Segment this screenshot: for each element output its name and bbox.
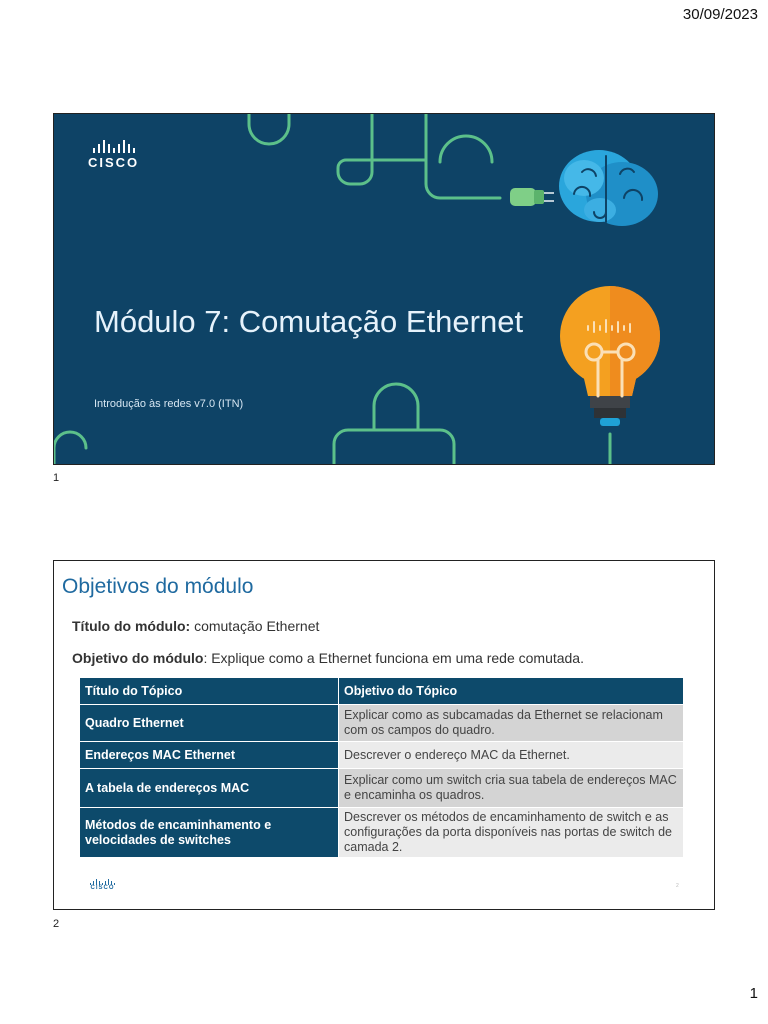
circuit-decoration [54,114,714,464]
topic-cell: Endereços MAC Ethernet [80,742,339,769]
table-row [80,808,684,858]
slide-footer-number: 2 [676,883,679,889]
goal-cell: Descrever o endereço MAC da Ethernet. [339,742,684,769]
slide-title: Módulo 7: Comutação Ethernet [94,304,524,339]
column-header: Título do Tópico [80,678,339,705]
slide-number: 1 [53,472,60,484]
table-row [80,705,684,742]
table-row [80,742,684,769]
module-goal-value: : Explique como a Ethernet funciona em uma rede comutada. [203,650,584,666]
lightbulb-icon [560,286,660,426]
slide-number: 2 [53,918,60,930]
slide-heading: Objetivos do módulo [62,575,254,598]
table-header-row [80,678,684,705]
plug-icon [510,188,554,206]
goal-cell: Explicar como um switch cria sua tabela de endereços MAC e encaminha os quadros. [339,769,684,808]
module-title-value: comutação Ethernet [190,618,320,634]
topic-cell: Quadro Ethernet [80,705,339,742]
module-title-label: Título do módulo: [72,618,191,634]
print-date: 30/09/2023 [682,6,758,23]
goal-cell: Descrever os métodos de encaminhamento de switch e as configurações da porta disponíveis nas portas de switch de camada 2. [339,808,684,858]
page-number: 1 [749,985,758,1002]
cisco-wordmark: CISCO [88,155,140,170]
cisco-logo-small [90,879,115,891]
cisco-bars-icon [88,140,139,153]
slide-subtitle: Introdução às redes v7.0 (ITN) [94,398,244,410]
topic-cell: A tabela de endereços MAC [80,769,339,808]
module-goal-label: Objetivo do módulo [72,650,204,666]
column-header: Objetivo do Tópico [339,678,684,705]
topic-cell: Métodos de encaminhamento e velocidades de switches [80,808,339,858]
topics-table [79,677,684,858]
brain-icon [559,150,658,226]
cisco-logo [88,140,139,170]
module-title-line [72,618,319,634]
cisco-wordmark: CISCO [90,885,115,891]
title-slide [53,113,715,465]
module-goal-line [72,650,584,666]
objectives-slide [53,560,715,910]
table-row [80,769,684,808]
goal-cell: Explicar como as subcamadas da Ethernet se relacionam com os campos do quadro. [339,705,684,742]
